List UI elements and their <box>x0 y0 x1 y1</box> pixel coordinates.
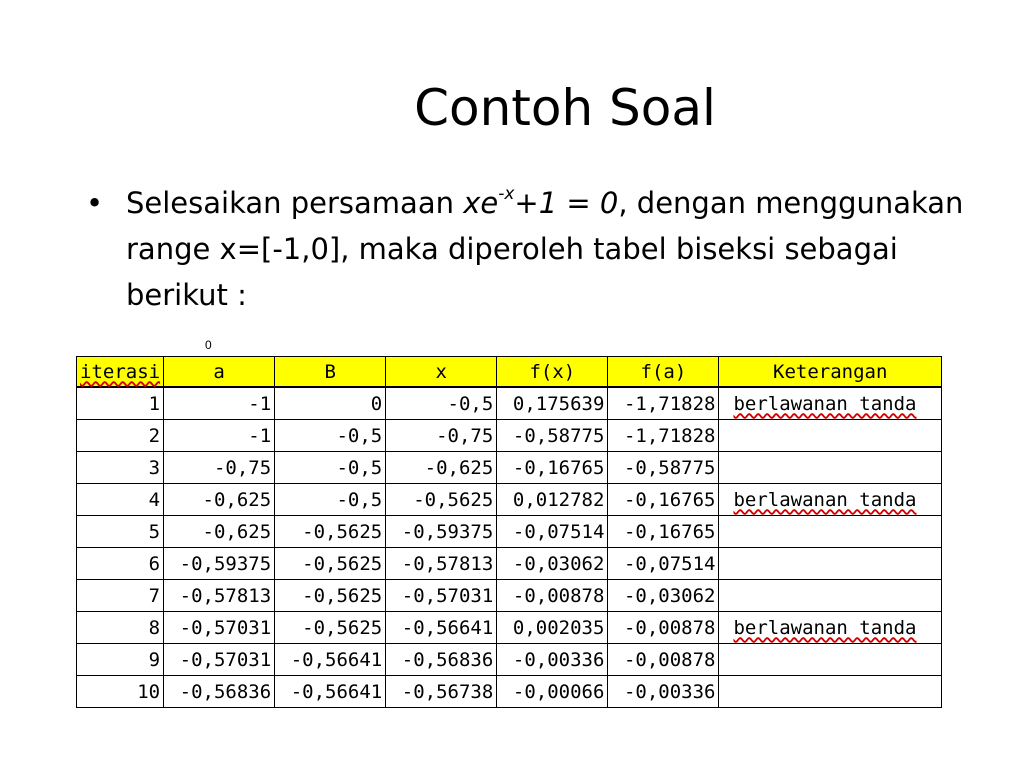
cell-keterangan <box>719 516 942 548</box>
cell-keterangan <box>719 676 942 708</box>
cell-iterasi: 1 <box>77 387 164 420</box>
cell-b: -0,5 <box>275 484 386 516</box>
table-row <box>77 580 942 612</box>
slide-title: Contoh Soal <box>414 79 716 137</box>
cell-fx: 0,002035 <box>497 612 608 644</box>
cell-x: -0,5625 <box>386 484 497 516</box>
cell-b: -0,5 <box>275 452 386 484</box>
table-header-row <box>77 357 942 388</box>
header-a: a <box>164 357 275 388</box>
cell-keterangan <box>719 420 942 452</box>
bullet-list <box>86 180 986 318</box>
header-b: B <box>275 357 386 388</box>
cell-keterangan: berlawanan tanda <box>719 387 942 420</box>
cell-a: -0,59375 <box>164 548 275 580</box>
bullet-text <box>126 180 986 318</box>
cell-iterasi: 5 <box>77 516 164 548</box>
cell-keterangan: berlawanan tanda <box>719 612 942 644</box>
cell-iterasi: 3 <box>77 452 164 484</box>
cell-fa: -0,00878 <box>608 644 719 676</box>
cell-fx: -0,16765 <box>497 452 608 484</box>
cell-x: -0,57031 <box>386 580 497 612</box>
stray-mark: 0 <box>205 338 212 352</box>
equation-exponent: -x <box>498 184 515 205</box>
cell-x: -0,56836 <box>386 644 497 676</box>
cell-iterasi: 8 <box>77 612 164 644</box>
bullet-dot-icon: • <box>86 186 104 220</box>
cell-b: -0,5 <box>275 420 386 452</box>
cell-iterasi: 2 <box>77 420 164 452</box>
table-row <box>77 676 942 708</box>
cell-b: -0,5625 <box>275 548 386 580</box>
cell-a: -1 <box>164 420 275 452</box>
table-row <box>77 420 942 452</box>
header-x: x <box>386 357 497 388</box>
cell-b: -0,5625 <box>275 612 386 644</box>
table-row <box>77 387 942 420</box>
equation <box>463 186 618 220</box>
cell-fa: -1,71828 <box>608 420 719 452</box>
cell-iterasi: 4 <box>77 484 164 516</box>
cell-keterangan <box>719 548 942 580</box>
cell-iterasi: 7 <box>77 580 164 612</box>
cell-fa: -0,00878 <box>608 612 719 644</box>
bullet-text-after: , dengan menggunakan range x=[-1,0], maka diperoleh tabel biseksi sebagai berikut : <box>126 186 964 312</box>
cell-keterangan: berlawanan tanda <box>719 484 942 516</box>
cell-b: -0,5625 <box>275 580 386 612</box>
table-body <box>77 387 942 708</box>
cell-a: -0,57031 <box>164 612 275 644</box>
cell-fx: 0,175639 <box>497 387 608 420</box>
cell-keterangan <box>719 580 942 612</box>
header-keterangan: Keterangan <box>719 357 942 388</box>
cell-fx: -0,03062 <box>497 548 608 580</box>
cell-b: -0,56641 <box>275 644 386 676</box>
cell-fa: -0,58775 <box>608 452 719 484</box>
cell-x: -0,57813 <box>386 548 497 580</box>
cell-a: -0,57031 <box>164 644 275 676</box>
cell-a: -1 <box>164 387 275 420</box>
cell-keterangan <box>719 452 942 484</box>
cell-keterangan <box>719 644 942 676</box>
cell-a: -0,56836 <box>164 676 275 708</box>
cell-fa: -1,71828 <box>608 387 719 420</box>
cell-a: -0,57813 <box>164 580 275 612</box>
equation-base: xe <box>463 186 499 220</box>
cell-fx: -0,00878 <box>497 580 608 612</box>
table-row <box>77 612 942 644</box>
cell-b: -0,56641 <box>275 676 386 708</box>
cell-fx: -0,00336 <box>497 644 608 676</box>
cell-fa: -0,03062 <box>608 580 719 612</box>
table-row <box>77 516 942 548</box>
cell-fx: -0,00066 <box>497 676 608 708</box>
cell-a: -0,625 <box>164 516 275 548</box>
cell-b: -0,5625 <box>275 516 386 548</box>
cell-fa: -0,16765 <box>608 484 719 516</box>
cell-b: 0 <box>275 387 386 420</box>
table-row <box>77 452 942 484</box>
cell-x: -0,56641 <box>386 612 497 644</box>
table-row <box>77 484 942 516</box>
cell-a: -0,625 <box>164 484 275 516</box>
cell-fa: -0,07514 <box>608 548 719 580</box>
cell-fx: 0,012782 <box>497 484 608 516</box>
cell-fx: -0,07514 <box>497 516 608 548</box>
cell-x: -0,75 <box>386 420 497 452</box>
table-row <box>77 548 942 580</box>
cell-x: -0,625 <box>386 452 497 484</box>
cell-x: -0,5 <box>386 387 497 420</box>
header-iterasi: iterasi <box>77 357 164 388</box>
bisection-table <box>76 356 942 708</box>
table-row <box>77 644 942 676</box>
cell-x: -0,59375 <box>386 516 497 548</box>
header-fx: f(x) <box>497 357 608 388</box>
cell-fa: -0,16765 <box>608 516 719 548</box>
cell-x: -0,56738 <box>386 676 497 708</box>
cell-iterasi: 9 <box>77 644 164 676</box>
cell-iterasi: 10 <box>77 676 164 708</box>
header-fa: f(a) <box>608 357 719 388</box>
cell-a: -0,75 <box>164 452 275 484</box>
equation-rest: +1 = 0 <box>514 186 619 220</box>
bullet-text-before: Selesaikan persamaan <box>126 186 464 220</box>
cell-fa: -0,00336 <box>608 676 719 708</box>
cell-fx: -0,58775 <box>497 420 608 452</box>
cell-iterasi: 6 <box>77 548 164 580</box>
